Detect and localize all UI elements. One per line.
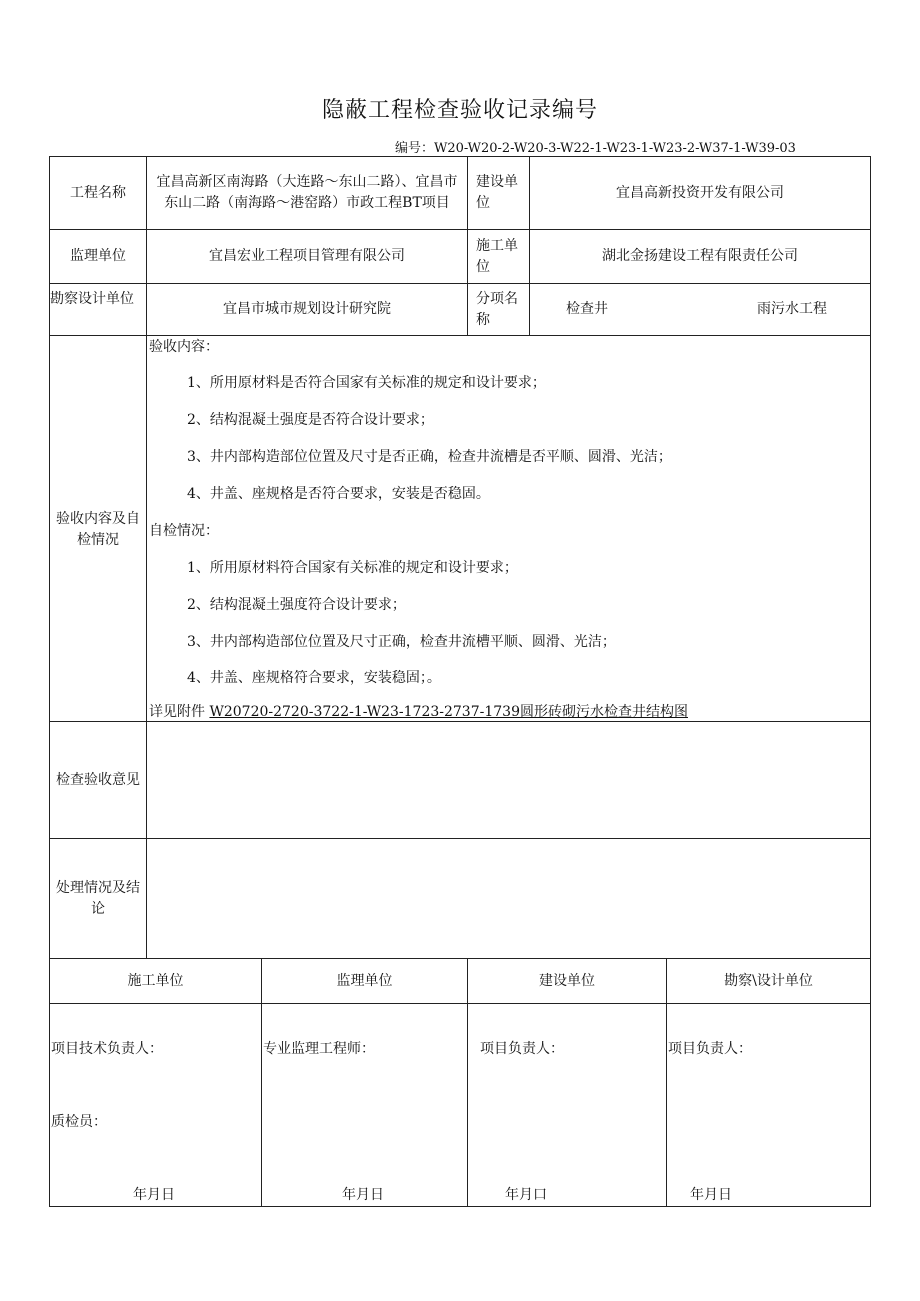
content-item: 2、结构混凝土强度是否符合设计要求； [187, 412, 434, 428]
date-owner: 年月口 [505, 1187, 547, 1203]
attachment-link[interactable]: W20720-2720-3722-1-W23-1723-2737-1739圆形砖砌污水检查井结构图 [209, 704, 688, 720]
supervision-label: 监理单位 [70, 248, 126, 264]
page-title: 隐蔽工程检查验收记录编号 [321, 98, 598, 123]
subitem-value: 检查井 [566, 301, 608, 317]
date-supervision: 年月日 [342, 1187, 384, 1203]
self-check-item: 4、井盖、座规格符合要求，安装稳固；。 [187, 670, 441, 686]
signoff-header-design: 勘察\设计单位 [724, 972, 813, 989]
content-item: 4、井盖、座规格是否符合要求，安装是否稳固。 [187, 486, 490, 502]
inspection-label: 验收内容及自检情况 [56, 511, 140, 548]
qc-label: 质检员： [51, 1114, 107, 1130]
handling-field[interactable] [148, 841, 868, 956]
opinion-field[interactable] [148, 724, 868, 836]
project-name-label: 工程名称 [70, 184, 126, 201]
subitem-label: 分项名称 [476, 290, 518, 328]
design-label: 勘察设计单位 [50, 291, 134, 307]
subitem-category: 雨污水工程 [757, 301, 827, 317]
signoff-header-contractor: 施工单位 [127, 972, 184, 989]
row-divider [49, 335, 871, 336]
tech-lead-label: 项目技术负责人： [51, 1041, 163, 1057]
owner-label: 建设单位 [476, 174, 518, 211]
row-divider [49, 721, 871, 722]
row-divider [49, 838, 871, 839]
date-contractor: 年月日 [133, 1187, 175, 1203]
signoff-header-supervision: 监理单位 [336, 972, 393, 989]
date-design: 年月日 [690, 1187, 732, 1203]
design-lead-label: 项目负责人： [668, 1041, 752, 1057]
handling-label: 处理情况及结论 [56, 879, 140, 917]
contractor-label: 施工单位 [476, 237, 518, 275]
owner-lead-label: 项目负责人： [480, 1041, 564, 1057]
self-check-item: 1、所用原材料符合国家有关标准的规定和设计要求； [187, 560, 518, 576]
attachment-prefix: 详见附件 [149, 704, 205, 720]
contractor-value: 湖北金扬建设工程有限责任公司 [602, 248, 798, 264]
document-number: 编号：W20-W20-2-W20-3-W22-1-W23-1-W23-2-W37-1-W39-03 [395, 141, 796, 156]
attachment-note [149, 703, 688, 721]
row-divider [49, 1003, 871, 1004]
col-divider [467, 156, 468, 335]
opinion-label: 检查验收意见 [56, 771, 140, 788]
self-check-heading: 自检情况： [149, 523, 219, 539]
owner-value: 宜昌高新投资开发有限公司 [616, 184, 784, 201]
content-item: 1、所用原材料是否符合国家有关标准的规定和设计要求； [187, 375, 546, 391]
content-heading: 验收内容： [149, 339, 219, 355]
project-name-value: 宜昌高新区南海路（大连路～东山二路）、宜昌市东山二路（南海路～港窑路）市政工程BT项目 [156, 174, 458, 211]
supervision-value: 宜昌宏业工程项目管理有限公司 [209, 248, 405, 264]
design-value: 宜昌市城市规划设计研究院 [223, 301, 391, 317]
content-item: 3、井内部构造部位位置及尺寸是否正确，检查井流槽是否平顺、圆滑、光洁； [187, 449, 672, 465]
self-check-item: 2、结构混凝土强度符合设计要求； [187, 597, 406, 613]
signoff-header-owner: 建设单位 [539, 972, 595, 989]
self-check-item: 3、井内部构造部位位置及尺寸正确，检查井流槽平顺、圆滑、光洁； [187, 634, 616, 650]
supervisor-engineer-label: 专业监理工程师： [263, 1041, 375, 1057]
